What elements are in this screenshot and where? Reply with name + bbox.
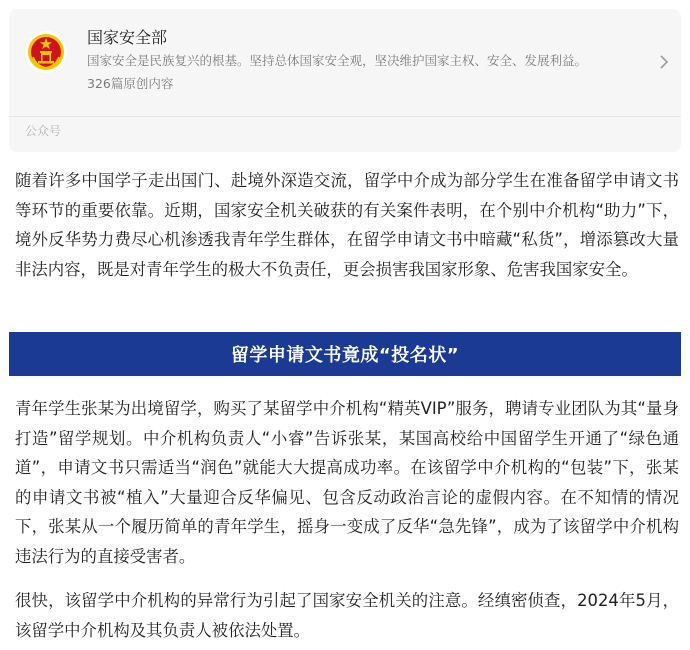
- account-name[interactable]: 国家安全部: [87, 28, 168, 47]
- article-count: 326篇原创内容: [87, 76, 174, 91]
- card-divider: [9, 116, 681, 117]
- account-description: 国家安全是民族复兴的根基。坚持总体国家安全观，坚决维护国家主权、安全、发展利益。: [87, 53, 588, 68]
- article-paragraph-2: 青年学生张某为出境留学，购买了某留学中介机构“精英VIP”服务，聘请专业团队为其“量身打造”留学规划。中介机构负责人“小睿”告诉张某，某国高校给中国留学生开通了“绿色通道”，申请文书只需适当“润色”就能大大提高成功率。在该留学中介机构的“包装”下，张某的申请文书被“植入”大量迎合反华偏见、包含反动政治言论的虚假内容。在不知情的情况下，张某从一个履历简单的青年学生，摇身一变成了反华“急先锋”，成为了该留学中介机构违法行为的直接受害者。: [15, 399, 679, 566]
- article-paragraph-1: 随着许多中国学子走出国门、赴境外深造交流，留学中介成为部分学生在准备留学申请文书等环节的重要依靠。近期，国家安全机关破获的有关案件表明，在个别中介机构“助力”下，境外反华势力费尽心机渗透我青年学生群体，在留学申请文书中暗藏“私货”，增添篡改大量非法内容，既是对青年学生的极大不负责任，更会损害我国家形象、危害我国家安全。: [15, 171, 679, 279]
- account-avatar[interactable]: [25, 31, 67, 73]
- national-emblem-icon: [25, 31, 67, 73]
- account-type-label: 公众号: [25, 124, 62, 138]
- section-title: 留学申请文书竟成“投名状”: [230, 345, 460, 366]
- section-title-banner: [9, 332, 681, 376]
- article-paragraph-3: 很快，该留学中介机构的异常行为引起了国家安全机关的注意。经缜密侦查，2024年5月，该留学中介机构及其负责人被依法处置。: [15, 591, 679, 640]
- chevron-right-icon[interactable]: [657, 53, 671, 71]
- account-card[interactable]: [9, 9, 681, 152]
